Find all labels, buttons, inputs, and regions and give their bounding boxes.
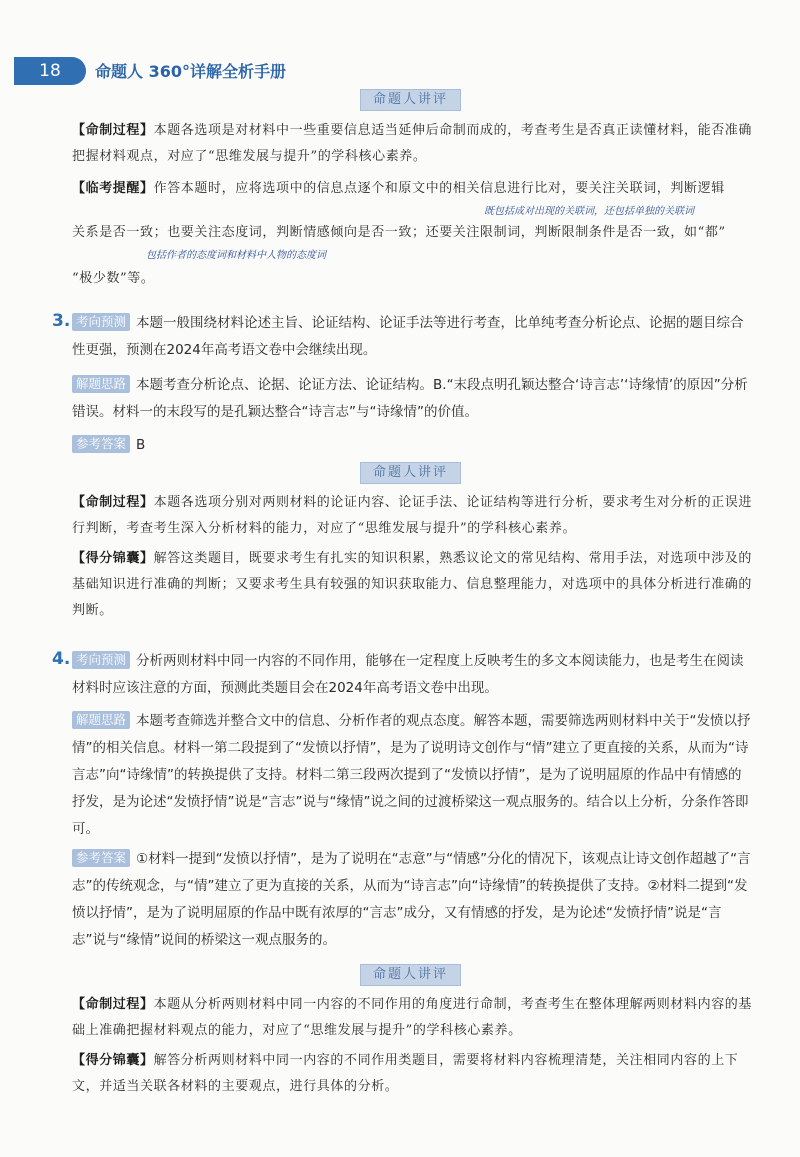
block3-tips <box>72 1048 752 1100</box>
tips-text: 解答这类题目，既要求考生有扎实的知识积累，熟悉议论文的常见结构、常用手法，对选项中涉及的基础知识进行准确的判断；又要求考生具有较强的知识获取能力、信息整理能力，对选项中的具体分析进行准确的判断。 <box>72 551 753 618</box>
book-title: 命题人 360°详解全析手册 <box>95 62 286 81</box>
block2-process <box>72 490 752 542</box>
commentary-banner: 命题人讲评 <box>360 964 461 986</box>
page-number: 18 <box>14 57 86 85</box>
process-text: 本题从分析两则材料中同一内容的不同作用的角度进行命制，考查考生在整体理解两则材料内容的基础上准确把握材料观点的能力，对应了“思维发展与提升”的学科核心素养。 <box>72 997 753 1038</box>
q3-answer-text: B <box>136 437 146 453</box>
process-text: 本题各选项分别对两则材料的论证内容、论证手法、论证结构等进行分析，要求考生对分析的正误进行判断，考查考生深入分析材料的能力，对应了“思维发展与提升”的学科核心素养。 <box>72 495 753 536</box>
handwritten-note-connectives: 既包括成对出现的关联词，还包括单独的关联词 <box>484 206 694 217</box>
block3-process <box>72 992 752 1044</box>
process-text: 本题各选项是对材料中一些重要信息适当延伸后命制而成的，考查考生是否真正读懂材料，能否准确把握材料观点，对应了“思维发展与提升”的学科核心素养。 <box>72 123 753 164</box>
block1-process <box>72 118 752 170</box>
approach-tag: 解题思路 <box>72 711 130 729</box>
answer-tag: 参考答案 <box>72 435 130 453</box>
q3-approach <box>72 372 752 426</box>
commentary-banner: 命题人讲评 <box>360 462 461 484</box>
process-label: 【命制过程】 <box>72 495 154 510</box>
reminder-text-line2: 关系是否一致；也要关注态度词，判断情感倾向是否一致；还要关注限制词，判断限制条件是否一致，如“都” <box>72 225 726 240</box>
tips-label: 【得分锦囊】 <box>72 551 154 566</box>
q4-answer-text: ①材料一提到“发愤以抒情”，是为了说明在“志意”与“情感”分化的情况下，该观点让诗文创作超越了“言志”的传统观念，与“情”建立了更为直接的关系，从而为“诗言志”向“诗缘情”的转换提供了支持。②材料二提到“发愤以抒情”，是为了说明屈原的作品中既有浓厚的“言志”成分，又有情感的抒发，是为论述“发愤抒情”说是“言志”说与“缘情”说间的桥梁这一观点服务的。 <box>72 851 751 948</box>
answer-tag: 参考答案 <box>72 849 130 867</box>
reminder-text-line1: 作答本题时，应将选项中的信息点逐个和原文中的相关信息进行比对，要关注关联词，判断逻辑 <box>153 181 725 196</box>
process-label: 【命制过程】 <box>72 997 154 1012</box>
question-4-number: 4. <box>52 649 71 669</box>
block1-reminder-line1 <box>72 176 762 202</box>
q4-approach-text: 本题考查筛选并整合文中的信息、分析作者的观点态度。解答本题，需要筛选两则材料中关于“发愤以抒情”的相关信息。材料一第二段提到了“发愤以抒情”，是为了说明诗文创作与“情”建立了更直接的关系，从而为“诗言志”向“诗缘情”的转换提供了支持。材料二第三段两次提到了“发愤以抒情”，是为了说明屈原的作品中有情感的抒发，是为论述“发愤抒情”说是“言志”说与“缘情”说之间的过渡桥梁这一观点服务的。结合以上分析，分条作答即可。 <box>72 713 751 837</box>
page-header <box>0 52 800 92</box>
reminder-label: 【临考提醒】 <box>72 181 154 196</box>
forecast-tag: 考向预测 <box>72 313 130 331</box>
q3-forecast-text: 本题一般围绕材料论述主旨、论证结构、论证手法等进行考查，比单纯考查分析论点、论据的题目综合性更强，预测在2024年高考语文卷中会继续出现。 <box>72 315 744 358</box>
approach-tag: 解题思路 <box>72 375 130 393</box>
q4-forecast <box>72 648 752 702</box>
tips-label: 【得分锦囊】 <box>72 1053 154 1068</box>
q3-approach-text: 本题考查分析论点、论据、论证方法、论证结构。B.“末段点明孔颖达整合‘诗言志’‘诗缘情’的原因”分析错误。材料一的末段写的是孔颖达整合“诗言志”与“诗缘情”的价值。 <box>72 377 748 420</box>
commentary-banner: 命题人讲评 <box>360 89 461 111</box>
reminder-text-line3: “极少数”等。 <box>72 271 155 286</box>
process-label: 【命制过程】 <box>72 123 154 138</box>
q4-approach <box>72 708 752 843</box>
question-3-number: 3. <box>52 311 71 331</box>
block2-tips <box>72 546 752 624</box>
q4-forecast-text: 分析两则材料中同一内容的不同作用，能够在一定程度上反映考生的多文本阅读能力，也是考生在阅读材料时应该注意的方面，预测此类题目会在2024年高考语文卷中出现。 <box>72 653 744 696</box>
forecast-tag: 考向预测 <box>72 651 130 669</box>
handwritten-note-attitude: 包括作者的态度词和材料中人物的态度词 <box>146 250 326 261</box>
q3-forecast <box>72 310 752 364</box>
q4-answer <box>72 846 752 954</box>
q3-answer <box>72 432 752 459</box>
tips-text: 解答分析两则材料中同一内容的不同作用类题目，需要将材料内容梳理清楚，关注相同内容的上下文，并适当关联各材料的主要观点，进行具体的分析。 <box>72 1053 739 1094</box>
